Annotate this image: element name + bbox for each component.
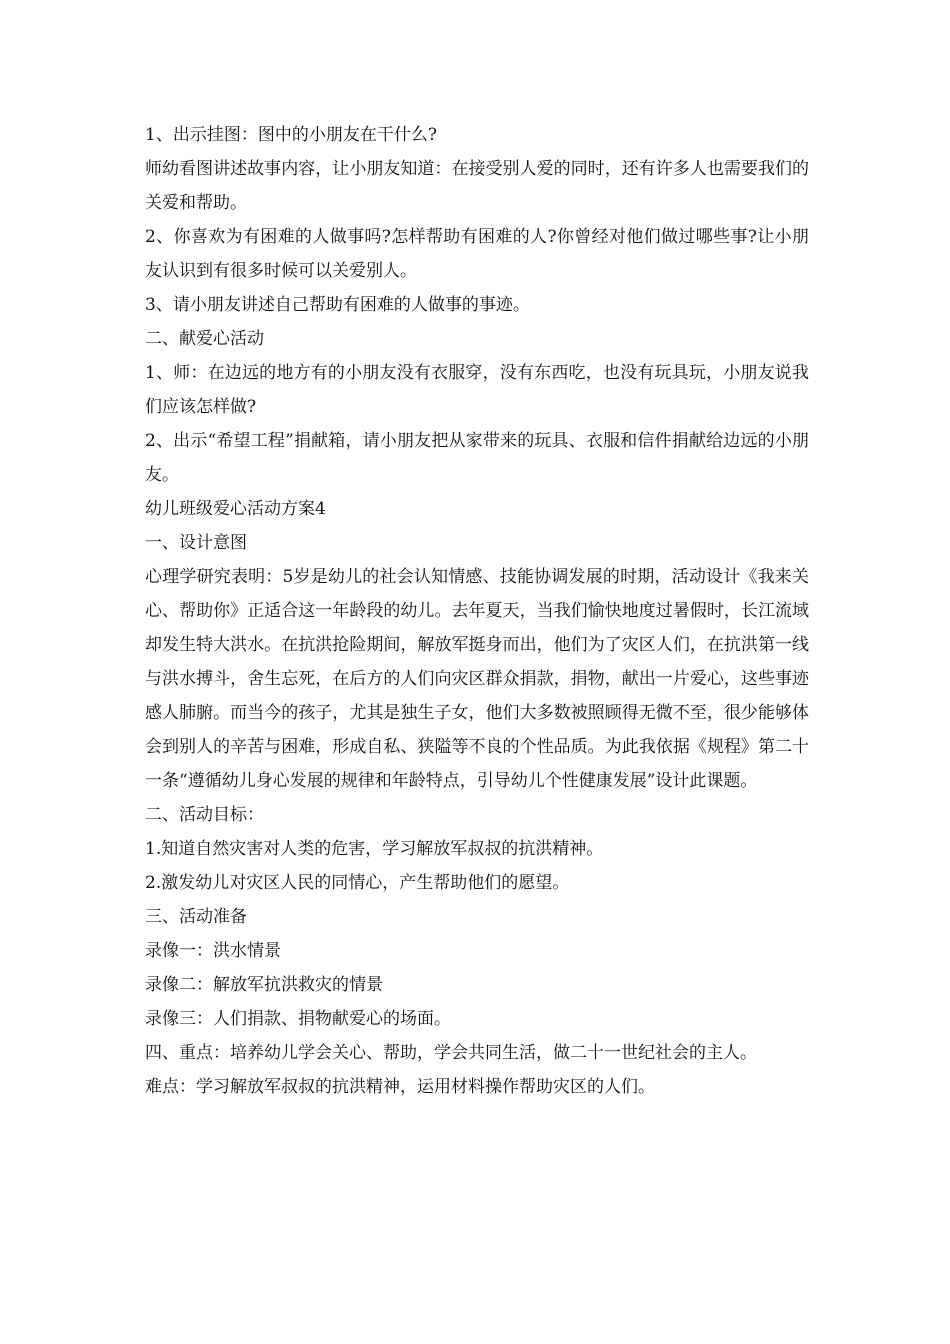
video-3: 录像三：人们捐款、捐物献爱心的场面。 xyxy=(145,1009,451,1029)
section-heading-donate: 二、献爱心活动 xyxy=(145,329,264,349)
paragraph-6: 1、师：在边远的地方有的小朋友没有衣服穿，没有东西吃，也没有玩具玩，小朋友说我们应该怎样做? xyxy=(145,363,809,417)
difficulty-point: 难点：学习解放军叔叔的抗洪精神，运用材料操作帮助灾区的人们。 xyxy=(145,1077,655,1097)
goal-1: 1.知道自然灾害对人类的危害，学习解放军叔叔的抗洪精神。 xyxy=(145,839,604,859)
document-page xyxy=(145,118,809,1104)
video-2: 录像二：解放军抗洪救灾的情景 xyxy=(145,975,383,995)
section-heading-preparation: 三、活动准备 xyxy=(145,907,247,927)
paragraph-1: 1、出示挂图：图中的小朋友在干什么? xyxy=(145,125,437,145)
paragraph-3: 2、你喜欢为有困难的人做事吗?怎样帮助有困难的人?你曾经对他们做过哪些事?让小朋友认识到有很多时候可以关爱别人。 xyxy=(145,227,809,281)
paragraph-7: 2、出示“希望工程”捐献箱，请小朋友把从家带来的玩具、衣服和信件捐献给边远的小朋友。 xyxy=(145,431,809,485)
paragraph-2: 师幼看图讲述故事内容，让小朋友知道：在接受别人爱的同时，还有许多人也需要我们的关爱和帮助。 xyxy=(145,159,809,213)
section-heading-goals: 二、活动目标： xyxy=(145,805,264,825)
video-1: 录像一：洪水情景 xyxy=(145,941,281,961)
key-point: 四、重点：培养幼儿学会关心、帮助，学会共同生活，做二十一世纪社会的主人。 xyxy=(145,1043,757,1063)
paragraph-4: 3、请小朋友讲述自己帮助有困难的人做事的事迹。 xyxy=(145,295,530,315)
paragraph-design-body: 心理学研究表明：5岁是幼儿的社会认知情感、技能协调发展的时期，活动设计《我来关心、帮助你》正适合这一年龄段的幼儿。去年夏天，当我们愉快地度过暑假时，长江流域却发生特大洪水。在抗洪抢险期间，解放军挺身而出，他们为了灾区人们，在抗洪第一线与洪水搏斗，舍生忘死，在后方的人们向灾区群众捐款，捐物，献出一片爱心，这些事迹感人肺腑。而当今的孩子，尤其是独生子女，他们大多数被照顾得无微不至，很少能够体会到别人的辛苦与困难，形成自私、狭隘等不良的个性品质。为此我依据《规程》第二十一条“遵循幼儿身心发展的规律和年龄特点，引导幼儿个性健康发展”设计此课题。 xyxy=(145,567,809,791)
plan-title: 幼儿班级爱心活动方案4 xyxy=(145,499,326,519)
goal-2: 2.激发幼儿对灾区人民的同情心，产生帮助他们的愿望。 xyxy=(145,873,570,893)
section-heading-design: 一、设计意图 xyxy=(145,533,247,553)
